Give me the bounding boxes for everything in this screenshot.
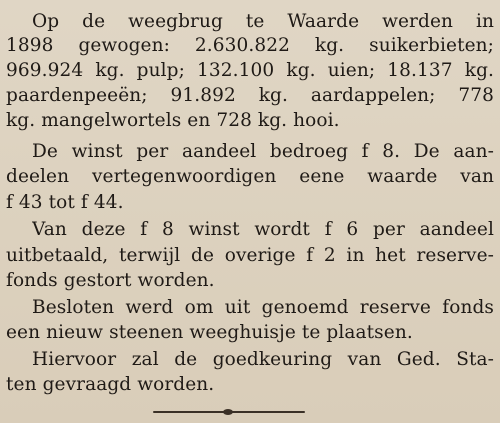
article-line: paardenpeeën; 91.892 kg. aardappelen; 778 [6,85,494,106]
article-line: fonds gestort worden. [6,270,215,291]
closing-rule-ornament [223,409,233,415]
article-line: f 43 tot f 44. [6,192,124,213]
article-line: De winst per aandeel bedroeg f 8. De aan- [32,141,494,162]
article-line: 969.924 kg. pulp; 132.100 kg. uien; 18.137 kg. [6,60,494,81]
article-line: Hiervoor zal de goedkeuring van Ged. Sta- [32,349,494,370]
article-line: Op de weegbrug te Waarde werden in [32,11,494,32]
article-line: een nieuw steenen weeghuisje te plaatsen. [6,322,413,343]
article-line: Van deze f 8 winst wordt f 6 per aandeel [32,219,494,240]
article-line: 1898 gewogen: 2.630.822 kg. suikerbieten; [6,35,494,56]
article-line: Besloten werd om uit genoemd reserve fonds [32,297,494,318]
article-line: kg. mangelwortels en 728 kg. hooi. [6,110,340,131]
article-line: uitbetaald, terwijl de overige f 2 in het reserve- [6,245,494,266]
article-line: deelen vertegenwoordigen eene waarde van [6,166,494,187]
article-line: ten gevraagd worden. [6,374,215,395]
